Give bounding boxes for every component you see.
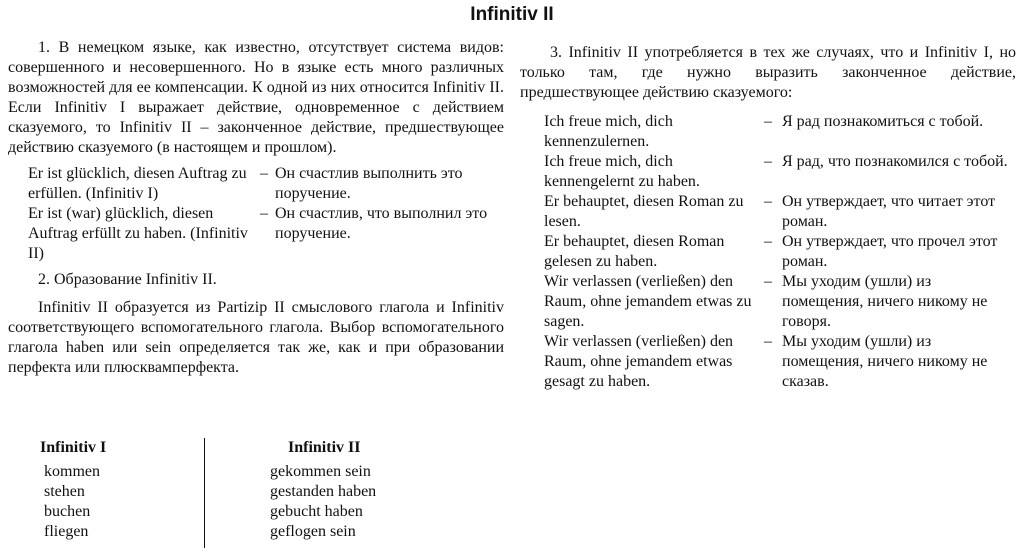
dash: – [764,273,772,290]
example-row [544,232,1016,272]
paragraph-3: 3. Infinitiv II употребляется в тех же случаях, что и Infinitiv I, но только там, где нужно выразить законченное действие, предшествующее действию сказуемого: [520,44,1017,101]
german-sentence: Wir verlassen (verließen) den Raum, ohne jemandem etwas zu sagen. [544,273,752,330]
german-sentence: Er behauptet, diesen Roman gelesen zu haben. [544,233,725,270]
column-header: Infinitiv I [40,439,107,456]
russian-translation: Он счастлив, что выполнил это поручение. [275,205,488,242]
russian-translation: Он утверждает, что читает этот роман. [782,193,996,230]
dash: – [764,333,772,350]
example-row [28,204,508,264]
list-item: stehen [44,483,85,500]
list-item: gebucht haben [270,503,363,520]
column-header: Infinitiv II [288,439,361,456]
german-sentence: Er ist glücklich, diesen Auftrag zu erfüllen. (Infinitiv I) [28,165,247,202]
dash: – [764,233,772,250]
german-sentence: Wir verlassen (verließen) den Raum, ohne jemandem etwas gesagt zu haben. [544,333,734,390]
list-item: buchen [44,503,91,520]
paragraph-2: Infinitiv II образуется из Partizip II смыслового глагола и Infinitiv соответствующего вспомогательного глагола. Выбор вспомогательного глагола haben или sein определяется так же, как и при образовании перфекта или плюсквамперфекта. [8,299,504,376]
list-item: fliegen [44,523,89,540]
german-sentence: Ich freue mich, dich kennengelernt zu haben. [544,153,700,190]
list-item: kommen [44,463,100,480]
german-sentence: Er ist (war) glücklich, diesen Auftrag erfüllt zu haben. (Infinitiv II) [28,205,248,262]
dash: – [260,165,268,182]
russian-translation: Я рад, что познакомился с тобой. [782,153,1008,170]
russian-translation: Он счастлив выполнить это поручение. [275,165,463,202]
russian-translation: Мы уходим (ушли) из помещения, ничего никому не сказав. [782,333,988,390]
dash: – [764,113,772,130]
section-2-heading: 2. Образование Infinitiv II. [38,271,217,288]
example-row [544,272,1016,332]
dash: – [764,193,772,210]
dash: – [764,153,772,170]
example-row [544,332,1016,392]
german-sentence: Er behauptet, diesen Roman zu lesen. [544,193,744,230]
german-sentence: Ich freue mich, dich kennenzulernen. [544,113,673,150]
infinitiv-ii-column [270,438,470,542]
example-row [544,152,1016,192]
russian-translation: Я рад познакомиться с тобой. [782,113,984,130]
example-row [544,112,1016,152]
list-item: geflogen sein [270,523,356,540]
russian-translation: Мы уходим (ушли) из помещения, ничего никому не говоря. [782,273,988,330]
example-row [544,192,1016,232]
column-divider [204,438,205,548]
list-item: gekommen sein [270,463,371,480]
left-examples-table [28,164,508,264]
right-examples-table [544,112,1016,392]
russian-translation: Он утверждает, что прочел этот роман. [782,233,998,270]
list-item: gestanden haben [270,483,377,500]
infinitiv-i-column [40,438,200,542]
left-column [8,38,504,378]
example-row [28,164,508,204]
dash: – [260,205,268,222]
page-title: Infinitiv II [470,4,554,25]
paragraph-1: 1. В немецком языке, как известно, отсутствует система видов: совершенного и несовершенного. Но в языке есть много различных возможностей для ее компенсации. К одной из них относится Infinitiv II. Если Infinitiv I выражает действие, одновременное с действием сказуемого, то Infinitiv II – законченное действие, предшествующее действию сказуемого (в настоящем и прошлом). [8,39,504,156]
right-column [520,43,1016,392]
